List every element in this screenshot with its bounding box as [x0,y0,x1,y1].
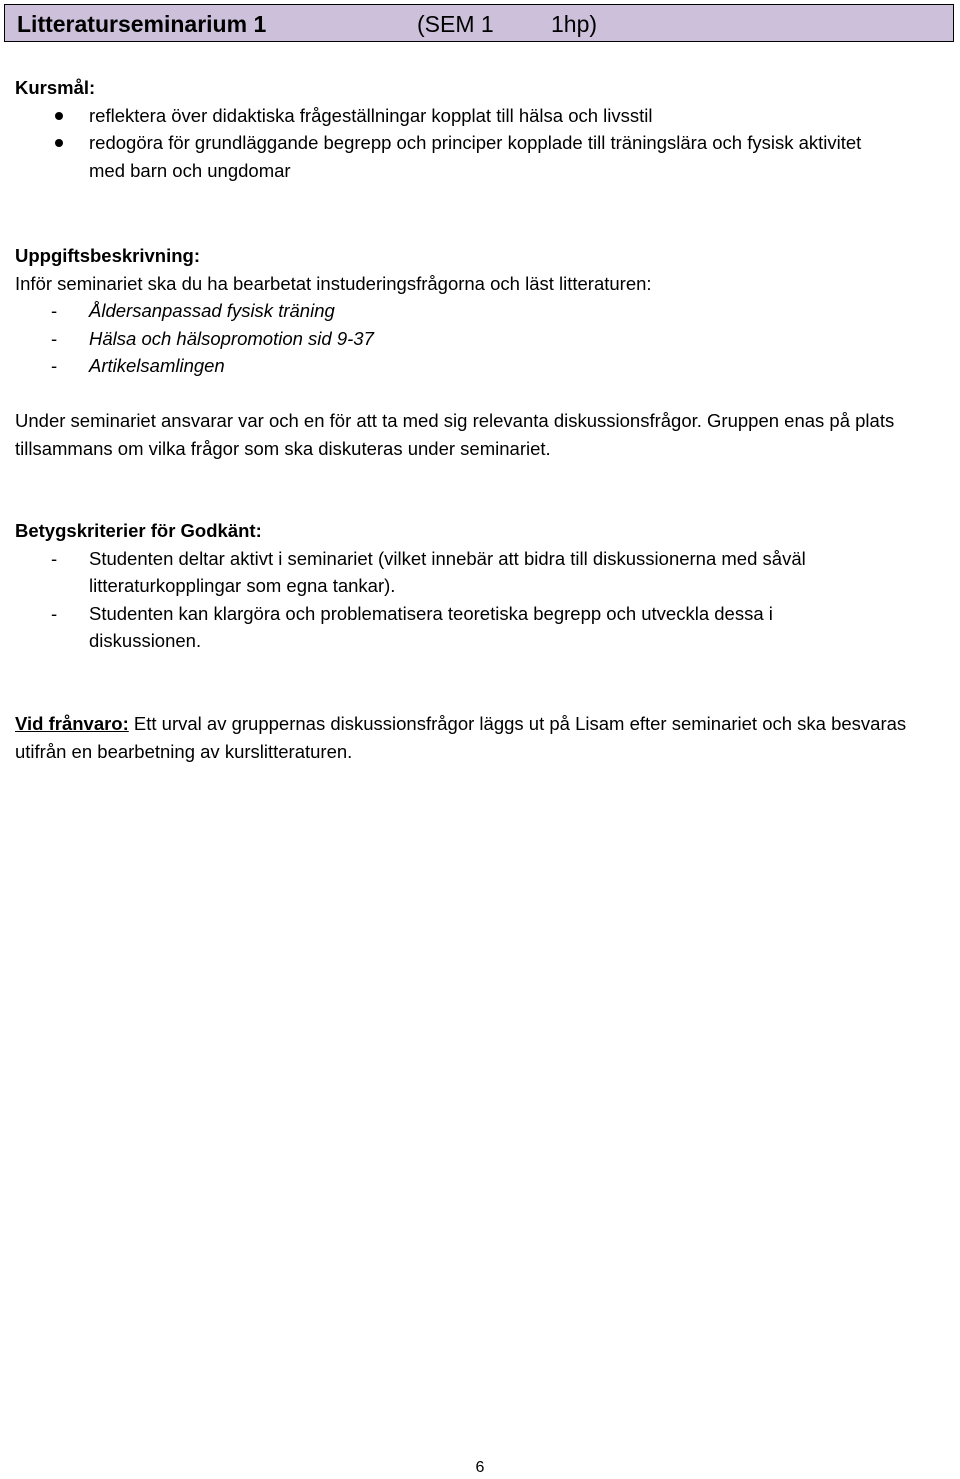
page-number: 6 [475,1459,485,1476]
criteria-text: Studenten deltar aktivt i seminariet (vilket innebär att bidra till diskussionerna med såväl litteraturkopplingar som egna tankar). [89,547,806,596]
uppgift-section [15,242,950,380]
franvaro-label: Vid frånvaro: [15,713,129,734]
literature-title: Åldersanpassad fysisk träning [89,300,335,321]
dash-marker: - [51,300,58,321]
literature-title: Hälsa och hälsopromotion sid 9-37 [89,327,374,349]
franvaro-paragraph [15,710,925,765]
kursmal-item-text: reflektera över didaktiska frågeställningar kopplat till hälsa och livsstil [89,104,653,126]
title-bar [4,4,954,42]
page-title: Litteraturseminarium 1 [17,11,267,37]
dash-marker: - [51,327,58,349]
list-item [15,129,889,184]
dash-marker: - [51,602,58,624]
literature-item [15,297,950,325]
list-item [15,102,950,130]
bullet-icon [55,112,63,120]
dash-marker: - [51,355,58,376]
uppgift-intro: Inför seminariet ska du ha bearbetat instuderingsfrågorna och läst litteraturen: [15,272,652,294]
criteria-item [15,600,889,655]
criteria-text: Studenten kan klargöra och problematisera teoretiska begrepp och utveckla dessa i diskussionen. [89,602,773,651]
literature-item [15,325,950,353]
betyg-heading: Betygskriterier för Godkänt: [15,520,262,541]
semester-label: (SEM 1 [417,11,494,37]
criteria-item [15,545,919,600]
uppgift-heading: Uppgiftsbeskrivning: [15,245,201,266]
uppgift-paragraph: Under seminariet ansvarar var och en för att ta med sig relevanta diskussionsfrågor. Gruppen enas på plats tillsammans om vilka frågor som ska diskuteras under seminariet. [15,410,895,459]
literature-item [15,352,950,380]
kursmal-item-text: redogöra för grundläggande begrepp och principer kopplade till träningslära och fysisk aktivitet med barn och ungdomar [89,132,862,181]
kursmal-heading: Kursmål: [15,77,96,98]
franvaro-text: Ett urval av gruppernas diskussionsfrågor läggs ut på Lisam efter seminariet och ska besvaras utifrån en bearbetning av kurslitteraturen. [15,713,907,762]
kursmal-section [15,74,950,184]
bullet-icon [55,139,63,147]
credits-label: 1hp) [551,11,598,37]
literature-title: Artikelsamlingen [89,355,225,376]
dash-marker: - [51,547,58,569]
betyg-section [15,517,950,655]
